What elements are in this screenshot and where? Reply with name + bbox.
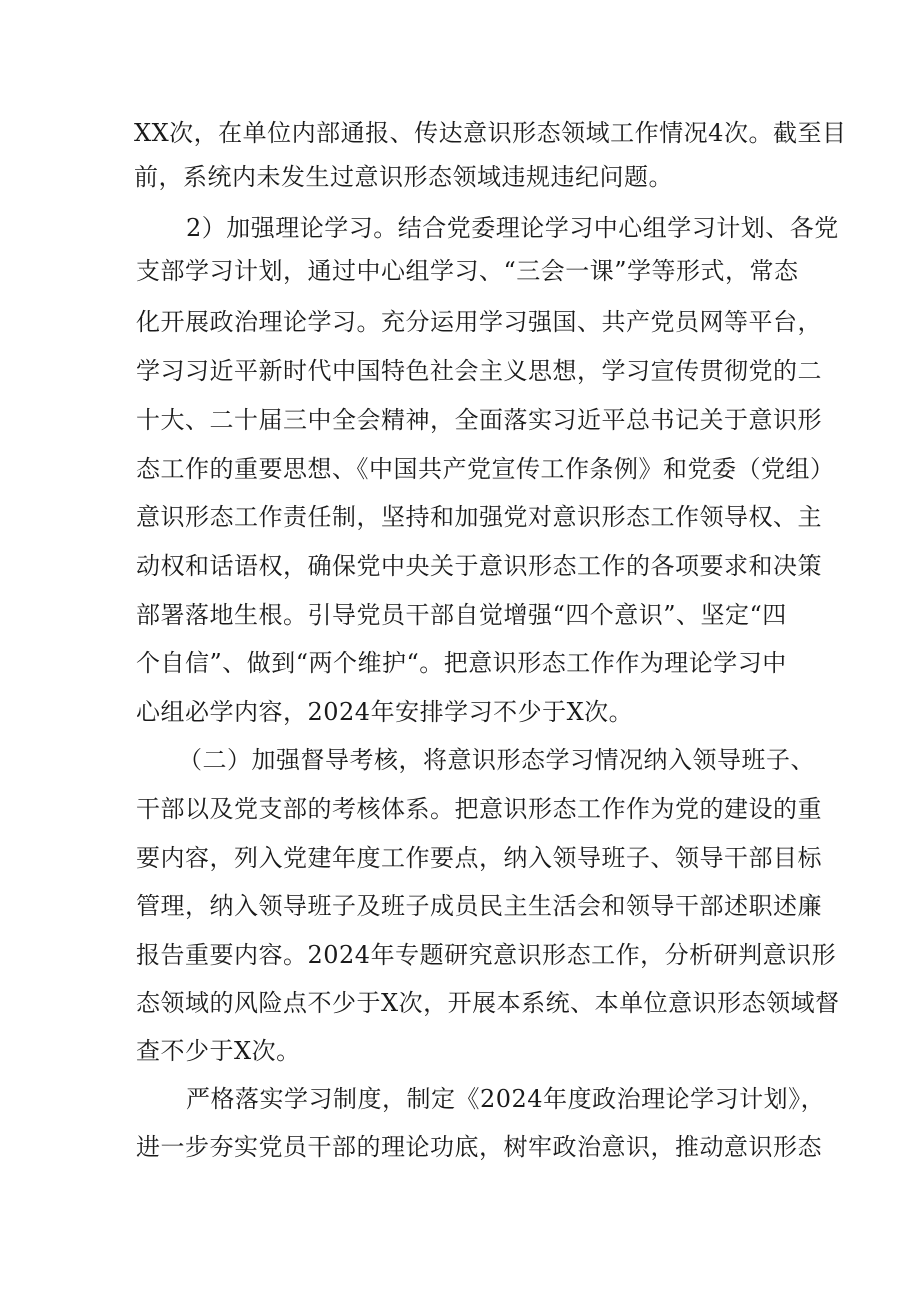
- text-line: 意识形态工作责任制，坚持和加强党对意识形态工作领导权、主: [136, 503, 822, 531]
- text-line: （二）加强督导考核，将意识形态学习情况纳入领导班子、: [178, 746, 815, 774]
- text-line: 支部学习计划，通过中心组学习、“三会一课”学等形式，常态: [136, 257, 799, 285]
- text-line: 十大、二十届三中全会精神，全面落实习近平总书记关于意识形: [136, 406, 822, 434]
- text-line: XX次，在单位内部通报、传达意识形态领域工作情况4次。截至目: [134, 119, 847, 147]
- text-line: 查不少于X次。: [136, 1037, 301, 1065]
- text-line: 要内容，列入党建年度工作要点，纳入领导班子、领导干部目标: [136, 844, 822, 872]
- text-line: 干部以及党支部的考核体系。把意识形态工作作为党的建设的重: [136, 795, 822, 823]
- text-line: 化开展政治理论学习。充分运用学习强国、共产党员网等平台，: [136, 308, 822, 336]
- text-line: 心组必学内容，2024年安排学习不少于X次。: [136, 698, 634, 726]
- text-line: 个自信”、做到“两个维护“。把意识形态工作作为理论学习中: [136, 649, 787, 677]
- text-line: 报告重要内容。2024年专题研究意识形态工作，分析研判意识形: [136, 941, 837, 969]
- text-line: 进一步夯实党员干部的理论功底，树牢政治意识，推动意识形态: [136, 1133, 822, 1161]
- text-line: 态领域的风险点不少于X次，开展本系统、本单位意识形态领域督: [136, 989, 840, 1017]
- text-line: 2）加强理论学习。结合党委理论学习中心组学习计划、各党: [186, 214, 839, 242]
- text-line: 态工作的重要思想、《中国共产党宣传工作条例》和党委（党组）: [136, 455, 835, 483]
- text-line: 学习习近平新时代中国特色社会主义思想，学习宣传贯彻党的二: [136, 357, 822, 385]
- text-line: 前，系统内未发生过意识形态领域违规违纪问题。: [134, 163, 673, 191]
- text-line: 严格落实学习制度，制定《2024年度政治理论学习计划》，: [186, 1085, 826, 1113]
- text-line: 动权和话语权，确保党中央关于意识形态工作的各项要求和决策: [136, 552, 822, 580]
- text-line: 管理，纳入领导班子及班子成员民主生活会和领导干部述职述廉: [136, 892, 822, 920]
- text-line: 部署落地生根。引导党员干部自觉增强“四个意识”、坚定“四: [136, 601, 787, 629]
